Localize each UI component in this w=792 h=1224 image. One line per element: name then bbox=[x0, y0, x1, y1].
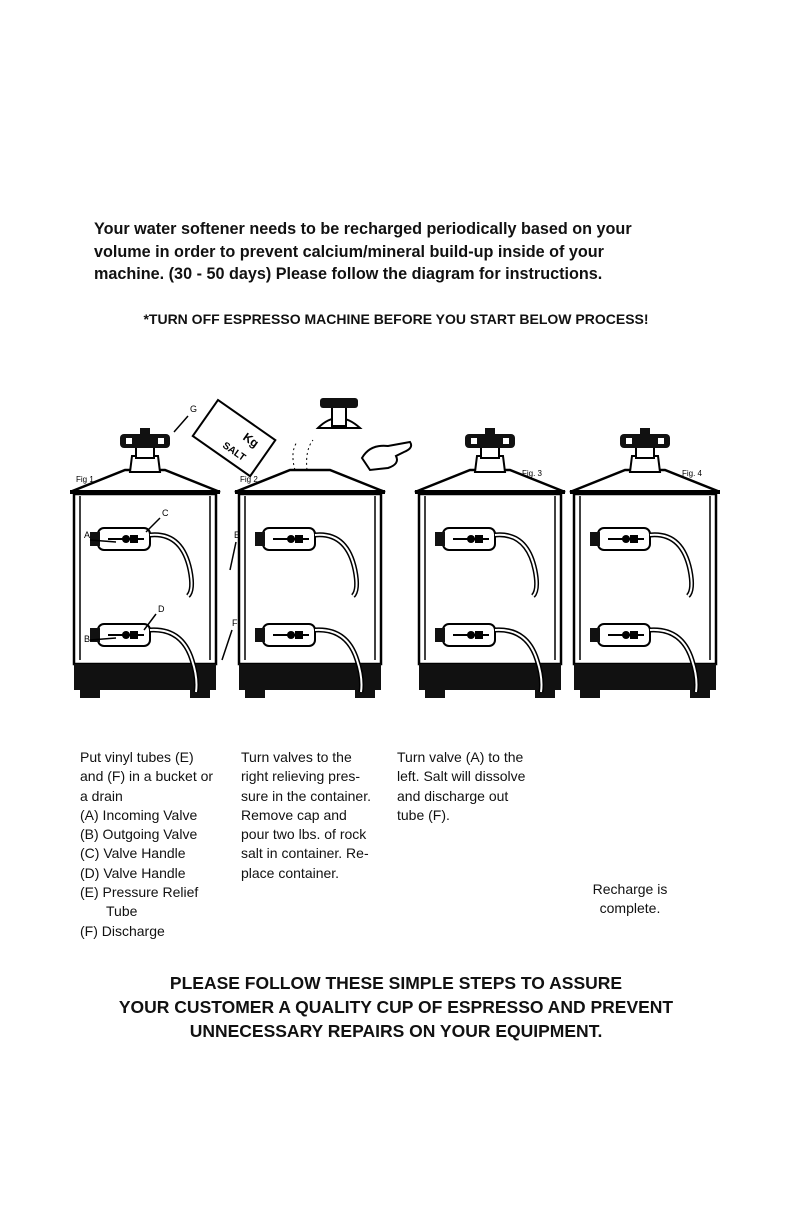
step-2-line: pour two lbs. of rock bbox=[241, 826, 367, 843]
legend-item: (A) Incoming Valve bbox=[80, 806, 198, 823]
legend-item: Tube bbox=[106, 903, 138, 920]
label-g: G bbox=[190, 404, 198, 414]
footer-line-1: PLEASE FOLLOW THESE SIMPLE STEPS TO ASSURE bbox=[169, 973, 623, 993]
footer-line-2: YOUR CUSTOMER A QUALITY CUP OF ESPRESSO AND PREVENT bbox=[118, 997, 674, 1017]
tank-fig-3 bbox=[415, 428, 565, 698]
softener-diagram bbox=[70, 360, 720, 705]
label-c: C bbox=[162, 508, 169, 518]
step-3-line: and discharge out bbox=[397, 787, 509, 804]
salt-bag bbox=[193, 400, 276, 476]
step-2-line: right relieving pres- bbox=[241, 768, 361, 785]
step-3-line: Turn valve (A) to the bbox=[397, 749, 524, 765]
salt-bag-kg-text: Kg bbox=[240, 429, 262, 451]
legend-item: (F) Discharge bbox=[80, 922, 165, 939]
step-2-text bbox=[241, 748, 391, 883]
footer-notice bbox=[0, 971, 792, 1043]
step-2-line: salt in container. Re- bbox=[241, 845, 369, 862]
intro-line-3: machine. (30 - 50 days) Please follow the diagram for instructions. bbox=[94, 265, 603, 283]
label-a: A bbox=[84, 530, 91, 540]
step-2-line: sure in the container. bbox=[241, 787, 371, 804]
intro-paragraph bbox=[94, 218, 704, 286]
tank-fig-1 bbox=[70, 428, 220, 698]
step-1-line: and (F) in a bucket or bbox=[80, 768, 214, 785]
step-2-line: place container. bbox=[241, 864, 340, 881]
legend-item: (B) Outgoing Valve bbox=[80, 826, 198, 843]
step-3-text bbox=[397, 748, 547, 825]
fig-4-label: Fig. 4 bbox=[682, 469, 703, 478]
salt-bag-salt-text: SALT bbox=[220, 440, 248, 464]
step-2-line: Remove cap and bbox=[241, 806, 347, 823]
step-1-line: Put vinyl tubes (E) bbox=[80, 749, 194, 765]
step-4-text bbox=[560, 880, 700, 919]
fig-2-label: Fig 2 bbox=[240, 475, 258, 484]
fig-3-label: Fig. 3 bbox=[522, 469, 543, 478]
hand-drawing bbox=[362, 442, 411, 470]
intro-line-2: volume in order to prevent calcium/mineral build-up inside of your bbox=[94, 242, 604, 261]
step-4-line: Recharge is bbox=[592, 881, 668, 897]
legend-item: (E) Pressure Relief bbox=[80, 884, 199, 901]
footer-line-3: UNNECESSARY REPAIRS ON YOUR EQUIPMENT. bbox=[189, 1021, 603, 1041]
warning-notice: *TURN OFF ESPRESSO MACHINE BEFORE YOU START BELOW PROCESS! bbox=[143, 311, 649, 327]
label-b: B bbox=[84, 634, 91, 644]
label-f: F bbox=[232, 618, 238, 628]
intro-line-1: Your water softener needs to be recharged periodically based on your bbox=[94, 220, 632, 238]
legend-item: (C) Valve Handle bbox=[80, 845, 186, 862]
fig-1-label: Fig 1 bbox=[76, 475, 94, 484]
legend-item: (D) Valve Handle bbox=[80, 864, 186, 881]
step-4-line: complete. bbox=[599, 900, 661, 917]
step-3-line: left. Salt will dissolve bbox=[397, 768, 526, 785]
label-d: D bbox=[158, 604, 165, 614]
step-1-text bbox=[80, 748, 230, 941]
step-2-line: Turn valves to the bbox=[241, 749, 352, 765]
removed-cap bbox=[318, 398, 360, 428]
step-3-line: tube (F). bbox=[397, 806, 450, 823]
step-1-line: a drain bbox=[80, 787, 123, 804]
label-e: E bbox=[234, 530, 241, 540]
